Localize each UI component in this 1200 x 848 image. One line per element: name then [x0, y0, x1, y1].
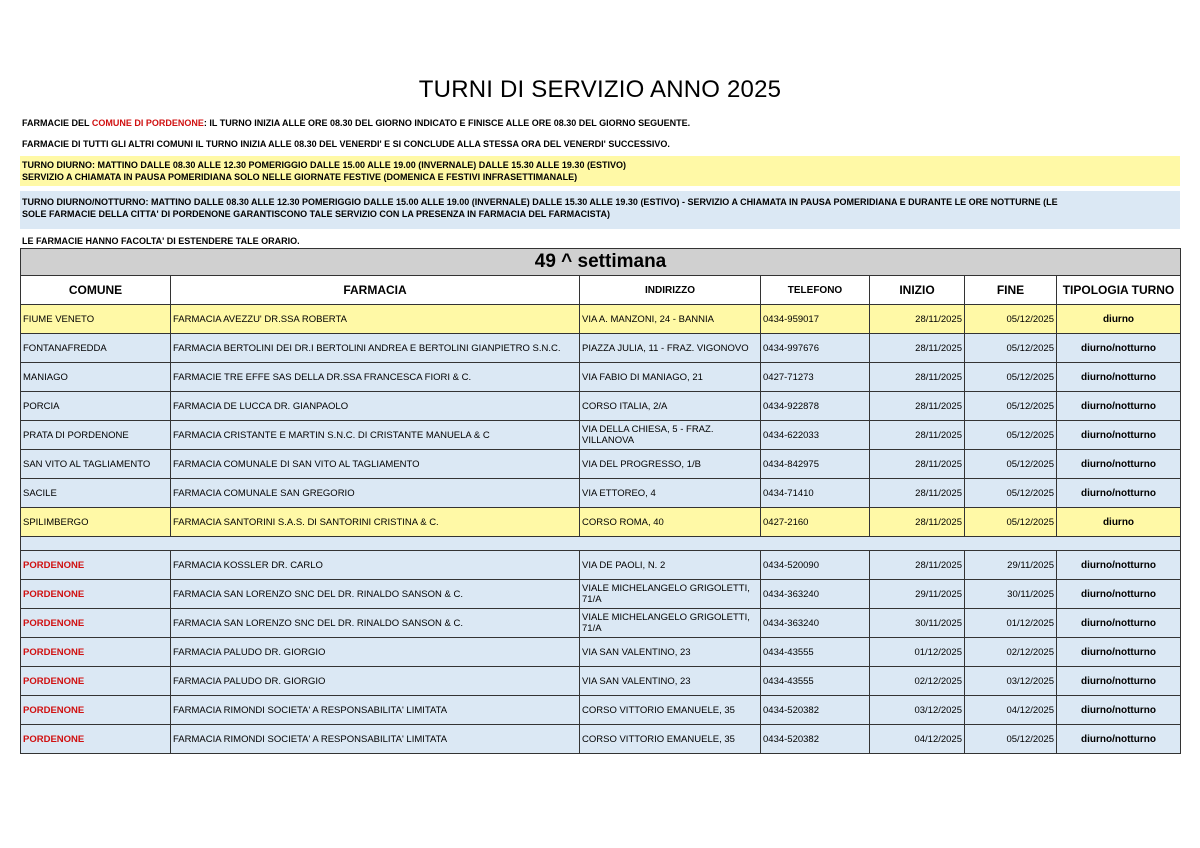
header-inizio: INIZIO	[870, 276, 965, 305]
cell-indirizzo: VIA ETTOREO, 4	[580, 479, 761, 508]
cell-fine: 05/12/2025	[965, 508, 1057, 537]
cell-indirizzo: VIA FABIO DI MANIAGO, 21	[580, 363, 761, 392]
table-row-pordenone	[21, 580, 1181, 609]
cell-tipologia: diurno/notturno	[1057, 392, 1181, 421]
cell-comune: PORCIA	[21, 392, 171, 421]
cell-indirizzo: CORSO ROMA, 40	[580, 508, 761, 537]
cell-fine: 05/12/2025	[965, 725, 1057, 754]
cell-indirizzo: VIA SAN VALENTINO, 23	[580, 667, 761, 696]
cell-fine: 05/12/2025	[965, 421, 1057, 450]
cell-farmacia: FARMACIA SAN LORENZO SNC DEL DR. RINALDO SANSON & C.	[171, 609, 580, 638]
cell-telefono: 0434-71410	[761, 479, 870, 508]
cell-farmacia: FARMACIA AVEZZU' DR.SSA ROBERTA	[171, 305, 580, 334]
table-row-pordenone	[21, 667, 1181, 696]
cell-comune: PORDENONE	[21, 725, 171, 754]
cell-farmacia: FARMACIA BERTOLINI DEI DR.I BERTOLINI ANDREA E BERTOLINI GIANPIETRO S.N.C.	[171, 334, 580, 363]
cell-comune: SAN VITO AL TAGLIAMENTO	[21, 450, 171, 479]
note-pordenone-pre: FARMACIE DEL	[22, 118, 92, 128]
cell-tipologia: diurno/notturno	[1057, 667, 1181, 696]
cell-comune: MANIAGO	[21, 363, 171, 392]
week-header-row	[21, 249, 1181, 276]
cell-inizio: 04/12/2025	[870, 725, 965, 754]
cell-fine: 04/12/2025	[965, 696, 1057, 725]
cell-telefono: 0427-71273	[761, 363, 870, 392]
cell-farmacia: FARMACIA RIMONDI SOCIETA' A RESPONSABILITA' LIMITATA	[171, 696, 580, 725]
cell-inizio: 28/11/2025	[870, 421, 965, 450]
cell-fine: 05/12/2025	[965, 334, 1057, 363]
table-row	[21, 392, 1181, 421]
cell-inizio: 28/11/2025	[870, 334, 965, 363]
table-row-pordenone	[21, 638, 1181, 667]
cell-tipologia: diurno/notturno	[1057, 450, 1181, 479]
table-row-pordenone	[21, 725, 1181, 754]
cell-telefono: 0434-922878	[761, 392, 870, 421]
cell-fine: 05/12/2025	[965, 305, 1057, 334]
note-turno-notturno-line1: TURNO DIURNO/NOTTURNO: MATTINO DALLE 08.30 ALLE 12.30 POMERIGGIO DALLE 15.00 ALLE 19.00 (INVERNALE) DALLE 15.30 ALLE 19.30 (ESTIVO) - SERVIZIO A CHIAMATA IN PAUSA POMERIDIANA E DURANTE LE ORE NOTTURNE (LE	[22, 197, 1058, 207]
cell-telefono: 0434-997676	[761, 334, 870, 363]
header-farmacia: FARMACIA	[171, 276, 580, 305]
cell-comune: FONTANAFREDDA	[21, 334, 171, 363]
cell-fine: 30/11/2025	[965, 580, 1057, 609]
note-pordenone-post: : IL TURNO INIZIA ALLE ORE 08.30 DEL GIORNO INDICATO E FINISCE ALLE ORE 08.30 DEL GIORNO SEGUENTE.	[203, 118, 691, 128]
cell-inizio: 28/11/2025	[870, 363, 965, 392]
cell-telefono: 0434-363240	[761, 609, 870, 638]
cell-tipologia: diurno/notturno	[1057, 580, 1181, 609]
cell-farmacia: FARMACIA PALUDO DR. GIORGIO	[171, 667, 580, 696]
cell-comune: PORDENONE	[21, 667, 171, 696]
cell-inizio: 01/12/2025	[870, 638, 965, 667]
cell-farmacia: FARMACIA DE LUCCA DR. GIANPAOLO	[171, 392, 580, 421]
cell-tipologia: diurno	[1057, 508, 1181, 537]
cell-comune: SPILIMBERGO	[21, 508, 171, 537]
cell-inizio: 29/11/2025	[870, 580, 965, 609]
cell-tipologia: diurno/notturno	[1057, 609, 1181, 638]
cell-inizio: 28/11/2025	[870, 392, 965, 421]
spacer-cell	[21, 537, 1181, 551]
note-turno-diurno	[20, 156, 1180, 186]
header-indirizzo: INDIRIZZO	[580, 276, 761, 305]
header-comune: COMUNE	[21, 276, 171, 305]
cell-telefono: 0434-520090	[761, 551, 870, 580]
week-label: 49 ^ settimana	[21, 249, 1181, 276]
cell-indirizzo: VIA SAN VALENTINO, 23	[580, 638, 761, 667]
cell-inizio: 28/11/2025	[870, 305, 965, 334]
cell-indirizzo: VIA A. MANZONI, 24 - BANNIA	[580, 305, 761, 334]
header-fine: FINE	[965, 276, 1057, 305]
cell-farmacia: FARMACIE TRE EFFE SAS DELLA DR.SSA FRANCESCA FIORI & C.	[171, 363, 580, 392]
table-spacer-row	[21, 537, 1181, 551]
table-row-pordenone	[21, 696, 1181, 725]
cell-farmacia: FARMACIA SANTORINI S.A.S. DI SANTORINI CRISTINA & C.	[171, 508, 580, 537]
cell-indirizzo: VIA DEL PROGRESSO, 1/B	[580, 450, 761, 479]
cell-inizio: 28/11/2025	[870, 551, 965, 580]
cell-comune: PORDENONE	[21, 609, 171, 638]
cell-farmacia: FARMACIA PALUDO DR. GIORGIO	[171, 638, 580, 667]
cell-telefono: 0434-43555	[761, 638, 870, 667]
note-other-comuni: FARMACIE DI TUTTI GLI ALTRI COMUNI IL TURNO INIZIA ALLE 08.30 DEL VENERDI' E SI CONCLUDE ALLA STESSA ORA DEL VENERDI' SUCCESSIVO.	[22, 139, 670, 149]
cell-fine: 05/12/2025	[965, 363, 1057, 392]
cell-tipologia: diurno/notturno	[1057, 696, 1181, 725]
note-turno-notturno-line2: SOLE FARMACIE DELLA CITTA' DI PORDENONE GARANTISCONO TALE SERVIZIO CON LA PRESENZA IN FARMACIA DEL FARMACISTA)	[22, 209, 610, 219]
note-turno-diurno-line1: TURNO DIURNO: MATTINO DALLE 08.30 ALLE 12.30 POMERIGGIO DALLE 15.00 ALLE 19.00 (INVERNALE) DALLE 15.30 ALLE 19.30 (ESTIVO)	[22, 160, 626, 170]
header-tipologia: TIPOLOGIA TURNO	[1057, 276, 1181, 305]
cell-farmacia: FARMACIA CRISTANTE E MARTIN S.N.C. DI CRISTANTE MANUELA & C	[171, 421, 580, 450]
cell-indirizzo: VIALE MICHELANGELO GRIGOLETTI, 71/A	[580, 580, 761, 609]
table-row	[21, 479, 1181, 508]
table-row	[21, 508, 1181, 537]
cell-fine: 29/11/2025	[965, 551, 1057, 580]
cell-tipologia: diurno/notturno	[1057, 363, 1181, 392]
cell-comune: PORDENONE	[21, 551, 171, 580]
cell-tipologia: diurno/notturno	[1057, 551, 1181, 580]
note-turno-notturno	[20, 191, 1180, 229]
cell-inizio: 03/12/2025	[870, 696, 965, 725]
table-row	[21, 305, 1181, 334]
cell-tipologia: diurno/notturno	[1057, 421, 1181, 450]
cell-fine: 05/12/2025	[965, 392, 1057, 421]
cell-fine: 03/12/2025	[965, 667, 1057, 696]
cell-farmacia: FARMACIA RIMONDI SOCIETA' A RESPONSABILITA' LIMITATA	[171, 725, 580, 754]
cell-tipologia: diurno/notturno	[1057, 638, 1181, 667]
cell-fine: 05/12/2025	[965, 450, 1057, 479]
cell-inizio: 28/11/2025	[870, 450, 965, 479]
cell-comune: PORDENONE	[21, 696, 171, 725]
cell-telefono: 0434-520382	[761, 725, 870, 754]
cell-telefono: 0427-2160	[761, 508, 870, 537]
cell-comune: PRATA DI PORDENONE	[21, 421, 171, 450]
table-row	[21, 363, 1181, 392]
cell-inizio: 02/12/2025	[870, 667, 965, 696]
cell-fine: 05/12/2025	[965, 479, 1057, 508]
table-row	[21, 421, 1181, 450]
cell-farmacia: FARMACIA SAN LORENZO SNC DEL DR. RINALDO SANSON & C.	[171, 580, 580, 609]
cell-farmacia: FARMACIA COMUNALE DI SAN VITO AL TAGLIAMENTO	[171, 450, 580, 479]
cell-telefono: 0434-842975	[761, 450, 870, 479]
cell-comune: FIUME VENETO	[21, 305, 171, 334]
cell-indirizzo: PIAZZA JULIA, 11 - FRAZ. VIGONOVO	[580, 334, 761, 363]
cell-comune: PORDENONE	[21, 638, 171, 667]
page-title: TURNI DI SERVIZIO ANNO 2025	[418, 76, 782, 103]
cell-telefono: 0434-363240	[761, 580, 870, 609]
cell-indirizzo: VIA DE PAOLI, N. 2	[580, 551, 761, 580]
cell-telefono: 0434-43555	[761, 667, 870, 696]
table-row	[21, 334, 1181, 363]
cell-indirizzo: CORSO VITTORIO EMANUELE, 35	[580, 725, 761, 754]
cell-farmacia: FARMACIA COMUNALE SAN GREGORIO	[171, 479, 580, 508]
note-pordenone	[20, 117, 1180, 129]
cell-indirizzo: VIALE MICHELANGELO GRIGOLETTI, 71/A	[580, 609, 761, 638]
cell-tipologia: diurno	[1057, 305, 1181, 334]
cell-fine: 01/12/2025	[965, 609, 1057, 638]
table-row	[21, 450, 1181, 479]
table-row-pordenone	[21, 551, 1181, 580]
cell-indirizzo: CORSO ITALIA, 2/A	[580, 392, 761, 421]
cell-comune: PORDENONE	[21, 580, 171, 609]
table-row-pordenone	[21, 609, 1181, 638]
note-facolta: LE FARMACIE HANNO FACOLTA' DI ESTENDERE TALE ORARIO.	[22, 236, 300, 246]
note-pordenone-highlight: COMUNE DI PORDENONE	[91, 118, 204, 128]
cell-telefono: 0434-959017	[761, 305, 870, 334]
cell-indirizzo: CORSO VITTORIO EMANUELE, 35	[580, 696, 761, 725]
cell-indirizzo: VIA DELLA CHIESA, 5 - FRAZ. VILLANOVA	[580, 421, 761, 450]
header-telefono: TELEFONO	[761, 276, 870, 305]
cell-telefono: 0434-622033	[761, 421, 870, 450]
cell-comune: SACILE	[21, 479, 171, 508]
column-header-row	[21, 276, 1181, 305]
cell-inizio: 28/11/2025	[870, 479, 965, 508]
cell-tipologia: diurno/notturno	[1057, 334, 1181, 363]
cell-tipologia: diurno/notturno	[1057, 725, 1181, 754]
cell-fine: 02/12/2025	[965, 638, 1057, 667]
note-turno-diurno-line2: SERVIZIO A CHIAMATA IN PAUSA POMERIDIANA SOLO NELLE GIORNATE FESTIVE (DOMENICA E FESTIVI INFRASETTIMANALE)	[22, 172, 578, 182]
cell-tipologia: diurno/notturno	[1057, 479, 1181, 508]
cell-inizio: 28/11/2025	[870, 508, 965, 537]
cell-telefono: 0434-520382	[761, 696, 870, 725]
cell-inizio: 30/11/2025	[870, 609, 965, 638]
cell-farmacia: FARMACIA KOSSLER DR. CARLO	[171, 551, 580, 580]
turni-table	[20, 248, 1181, 754]
